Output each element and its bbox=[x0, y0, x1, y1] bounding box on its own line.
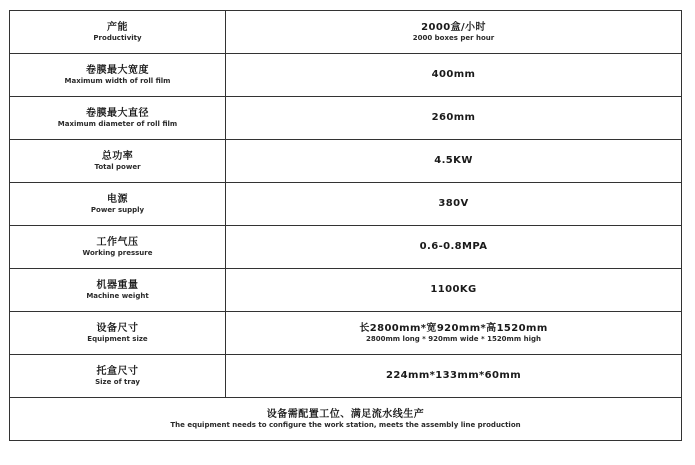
spec-row-tray-size bbox=[10, 355, 682, 398]
spec-value: 0.6-0.8MPA bbox=[419, 241, 488, 252]
spec-label-cell bbox=[10, 183, 226, 226]
spec-label-en: Productivity bbox=[93, 33, 142, 42]
spec-value: 长2800mm*宽920mm*高1520mm bbox=[359, 322, 548, 334]
spec-label-en: Size of tray bbox=[95, 377, 140, 386]
spec-label-cn: 托盒尺寸 bbox=[96, 365, 139, 377]
spec-row-max-width bbox=[10, 54, 682, 97]
spec-label-cn: 机器重量 bbox=[96, 279, 139, 291]
spec-table-body bbox=[10, 11, 682, 441]
spec-value: 260mm bbox=[431, 112, 476, 123]
spec-row-productivity bbox=[10, 11, 682, 54]
spec-label-cn: 产能 bbox=[107, 21, 128, 33]
spec-value-cell bbox=[226, 269, 682, 312]
spec-label-cell bbox=[10, 312, 226, 355]
spec-value-en: 2800mm long * 920mm wide * 1520mm high bbox=[366, 334, 541, 343]
spec-row-power-supply bbox=[10, 183, 682, 226]
spec-value-cell bbox=[226, 11, 682, 54]
spec-value-cell bbox=[226, 226, 682, 269]
spec-value: 4.5KW bbox=[434, 155, 473, 166]
spec-row-total-power bbox=[10, 140, 682, 183]
spec-label-en: Working pressure bbox=[82, 248, 153, 257]
spec-label-cell bbox=[10, 140, 226, 183]
spec-label-en: Maximum width of roll film bbox=[64, 76, 171, 85]
spec-label-cell bbox=[10, 97, 226, 140]
spec-row-max-diameter bbox=[10, 97, 682, 140]
footer-cell bbox=[10, 398, 682, 441]
spec-value: 2000盒/小时 bbox=[421, 21, 486, 33]
spec-value-cell bbox=[226, 355, 682, 398]
spec-label-cell bbox=[10, 269, 226, 312]
spec-value: 1100KG bbox=[430, 284, 477, 295]
spec-row-machine-weight bbox=[10, 269, 682, 312]
spec-label-cell bbox=[10, 226, 226, 269]
spec-label-cell bbox=[10, 355, 226, 398]
spec-value-cell bbox=[226, 183, 682, 226]
spec-value: 224mm*133mm*60mm bbox=[385, 370, 522, 381]
spec-label-cn: 工作气压 bbox=[96, 236, 139, 248]
spec-label-cell bbox=[10, 11, 226, 54]
spec-label-cn: 总功率 bbox=[101, 150, 134, 162]
spec-row-equipment-size bbox=[10, 312, 682, 355]
spec-value-en: 2000 boxes per hour bbox=[412, 33, 495, 42]
footer-note-cn: 设备需配置工位、满足流水线生产 bbox=[266, 408, 425, 420]
footer-row bbox=[10, 398, 682, 441]
footer-note-en: The equipment needs to configure the work station, meets the assembly line production bbox=[170, 420, 521, 429]
spec-value: 380V bbox=[438, 198, 469, 209]
spec-row-working-pressure bbox=[10, 226, 682, 269]
spec-value-cell bbox=[226, 312, 682, 355]
spec-label-cn: 卷膜最大直径 bbox=[86, 107, 149, 119]
spec-table bbox=[9, 10, 682, 441]
spec-label-en: Equipment size bbox=[87, 334, 148, 343]
spec-label-cn: 卷膜最大宽度 bbox=[86, 64, 149, 76]
spec-label-cn: 电源 bbox=[107, 193, 128, 205]
spec-value-cell bbox=[226, 97, 682, 140]
spec-label-en: Power supply bbox=[90, 205, 145, 214]
spec-label-cell bbox=[10, 54, 226, 97]
spec-value: 400mm bbox=[431, 69, 476, 80]
spec-label-cn: 设备尺寸 bbox=[96, 322, 139, 334]
spec-label-en: Machine weight bbox=[86, 291, 149, 300]
spec-value-cell bbox=[226, 140, 682, 183]
spec-label-en: Maximum diameter of roll film bbox=[57, 119, 178, 128]
spec-label-en: Total power bbox=[94, 162, 141, 171]
spec-value-cell bbox=[226, 54, 682, 97]
